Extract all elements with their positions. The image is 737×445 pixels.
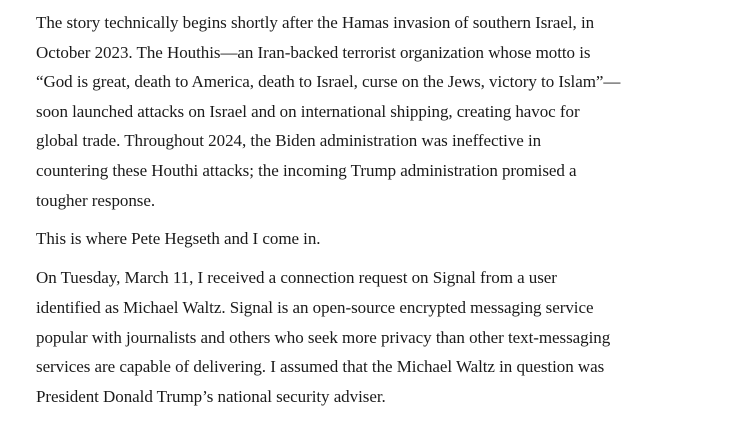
paragraph-line: services are capable of delivering. I assumed that the Michael Waltz in question was [36, 357, 605, 377]
paragraph-line: “God is great, death to America, death to Israel, curse on the Jews, victory to Islam”— [36, 72, 621, 92]
paragraph-line: tougher response. [36, 190, 156, 210]
paragraph-line: global trade. Throughout 2024, the Biden administration was ineffective in [36, 131, 542, 151]
paragraph-line: October 2023. The Houthis—an Iran-backed terrorist organization whose motto is [36, 42, 591, 62]
paragraph-houthi-background [36, 8, 737, 215]
paragraph-signal-request [36, 263, 737, 411]
paragraph-hegseth-intro [36, 224, 737, 254]
paragraph-line: soon launched attacks on Israel and on international shipping, creating havoc for [36, 101, 580, 121]
paragraph-line: On Tuesday, March 11, I received a connection request on Signal from a user [36, 268, 557, 288]
paragraph-line: popular with journalists and others who seek more privacy than other text-messaging [36, 327, 611, 347]
paragraph-line: identified as Michael Waltz. Signal is an open-source encrypted messaging service [36, 297, 594, 317]
paragraph-line: This is where Pete Hegseth and I come in. [36, 229, 321, 249]
paragraph-line: countering these Houthi attacks; the incoming Trump administration promised a [36, 160, 577, 180]
paragraph-line: President Donald Trump’s national security adviser. [36, 386, 386, 406]
paragraph-line: The story technically begins shortly after the Hamas invasion of southern Israel, in [36, 13, 595, 32]
